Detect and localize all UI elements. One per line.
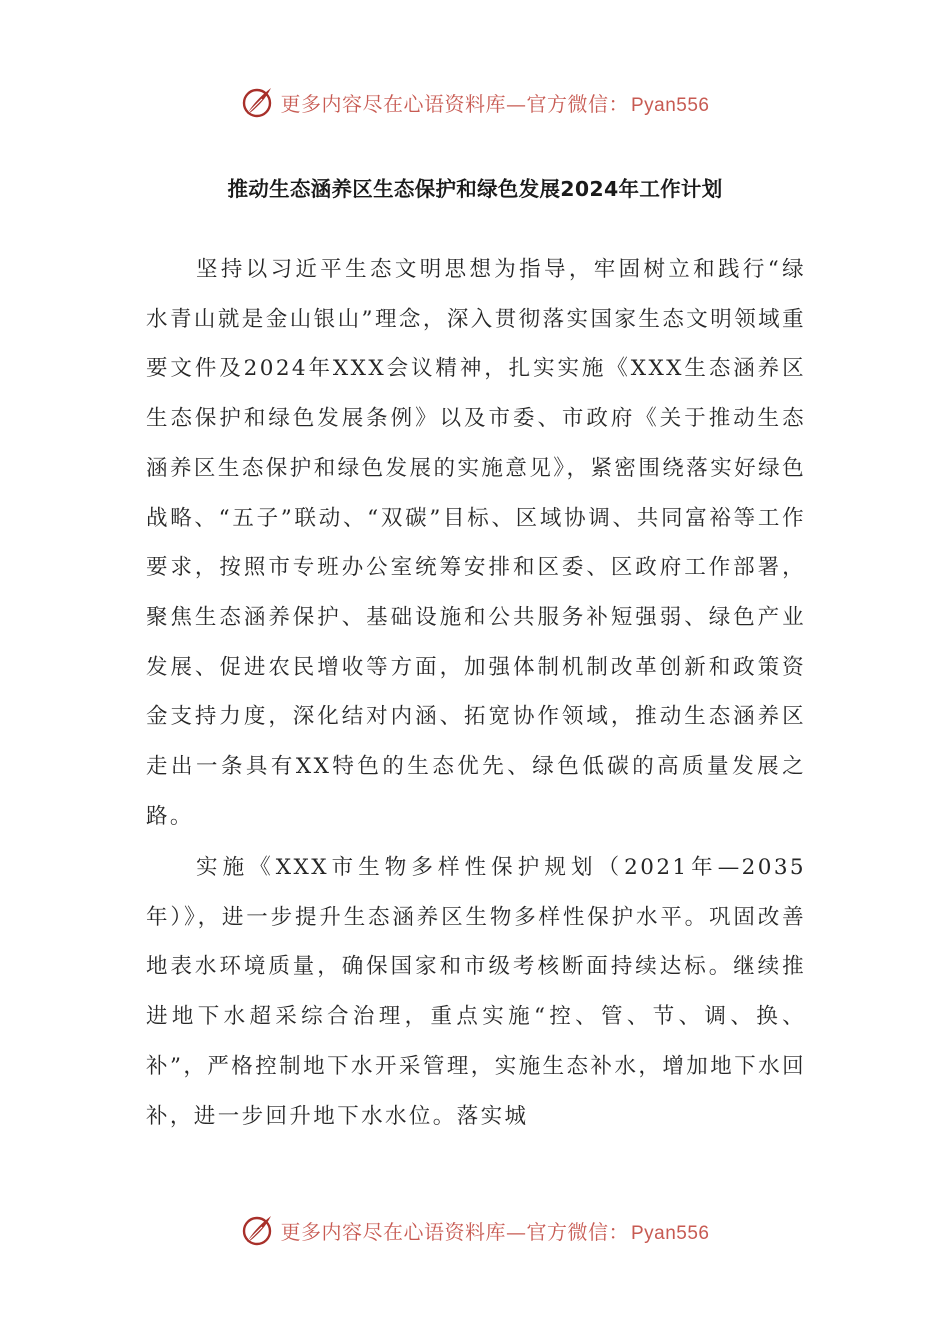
watermark-text: [280, 88, 709, 117]
watermark-text: [280, 1216, 709, 1245]
body-paragraph-1: 坚持以习近平生态文明思想为指导，牢固树立和践行“绿水青山就是金山银山”理念，深入贯彻落实国家生态文明领域重要文件及2024年XXX会议精神，扎实实施《XXX生态涵养区生态保护和绿色发展条例》以及市委、市政府《关于推动生态涵养区生态保护和绿色发展的实施意见》，紧密围绕落实好绿色战略、“五子”联动、“双碳”目标、区域协调、共同富裕等工作要求，按照市专班办公室统筹安排和区委、区政府工作部署，聚焦生态涵养保护、基础设施和公共服务补短强弱、绿色产业发展、促进农民增收等方面，加强体制机制改革创新和政策资金支持力度，深化结对内涵、拓宽协作领域，推动生态涵养区走出一条具有XX特色的生态优先、绿色低碳的高质量发展之路。: [146, 257, 806, 829]
wechat-id: Pyan556: [630, 1222, 710, 1244]
document-title: 推动生态涵养区生态保护和绿色发展2024年工作计划: [227, 177, 723, 201]
footer-watermark-banner: [0, 1208, 950, 1252]
watermark-label: 更多内容尽在心语资料库—官方微信：: [280, 91, 629, 116]
watermark-label: 更多内容尽在心语资料库—官方微信：: [280, 1219, 629, 1244]
quill-pen-logo-icon: [240, 84, 276, 120]
header-watermark-banner: [0, 80, 950, 124]
quill-pen-logo-icon: [240, 1212, 276, 1248]
body-paragraph-2: 实施《XXX市生物多样性保护规划（2021年—2035年）》，进一步提升生态涵养区生物多样性保护水平。巩固改善地表水环境质量，确保国家和市级考核断面持续达标。继续推进地下水超采综合治理，重点实施“控、管、节、调、换、补”，严格控制地下水开采管理，实施生态补水，增加地下水回补，进一步回升地下水水位。落实城: [146, 855, 806, 1129]
wechat-id: Pyan556: [630, 94, 710, 116]
